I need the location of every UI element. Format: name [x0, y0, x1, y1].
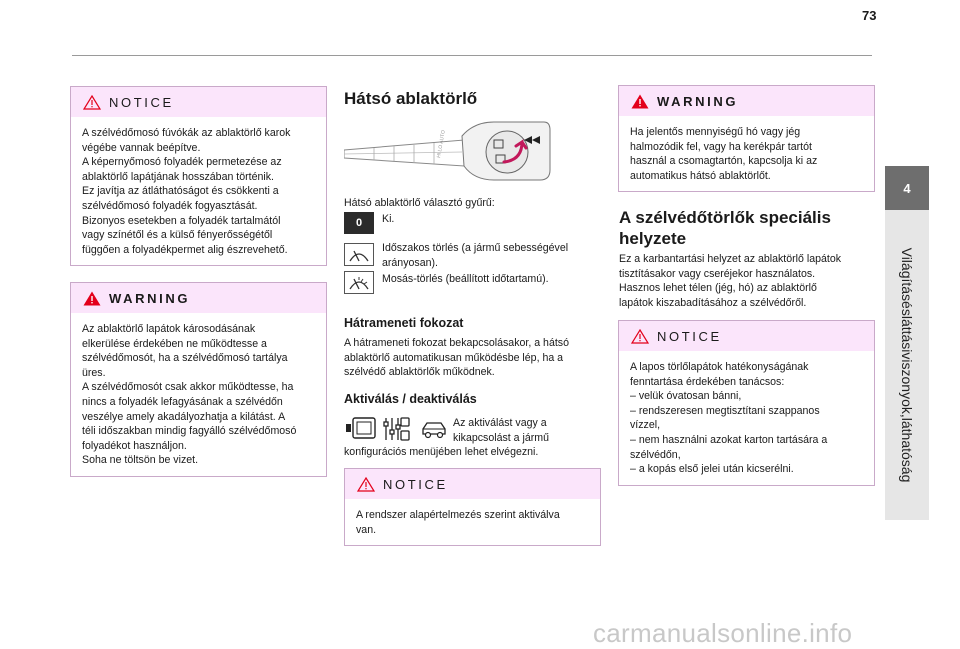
intermittent-wipe-text: Időszakos törlés (a jármű sebességével arányosan). — [382, 242, 569, 269]
warning-text: Az ablaktörlő lapátok károsodásának elkerülése érdekében ne működtesse a szélvédőmosót, ha a szélvédőmosó tartálya üres. A szélvédőmosót csak akkor működtesse, ha nincs a folyadék lefagyásának a szélvédőn veszélye amely akadályozhatja a kilátást. A téli időszakban mindig fagyálló szélvédőmosó folyadékot használjon. Soha ne töltsön be vizet. — [82, 323, 297, 467]
notice-text: A lapos törlőlapátok hatékonyságának fenntartása érdekében tanácsos: – velük óvatosan bánni, – rendszeresen megtisztítani szappanos vízzel, – nem használni azokat karton tartására a szélvédőn, – a kopás első jelei után kicserélni. — [630, 361, 828, 476]
warning-text: Ha jelentős mennyiségű hó vagy jég halmozódik fel, vagy ha kerékpár tartót használ a csomagtartón, kapcsolja ki az automatikus hátsó ablaktörlőt. — [630, 126, 818, 182]
svg-text:HI LO AUTO: HI LO AUTO — [436, 129, 447, 159]
intermittent-wipe-icon — [344, 243, 374, 266]
notice-triangle-icon — [357, 477, 375, 492]
settings-sliders-icon — [381, 416, 411, 442]
off-position-icon: 0 — [344, 212, 374, 234]
watermark: carmanualsonline.info — [593, 618, 853, 648]
warning-box-left — [70, 282, 327, 477]
warning-triangle-icon — [83, 291, 101, 306]
notice-label: NOTICE — [109, 94, 174, 110]
wash-wipe-icon — [344, 271, 374, 294]
notice-triangle-icon — [83, 95, 101, 110]
chapter-title: Világításésláttásiviszonyok,láthatóság — [899, 247, 915, 483]
warning-box-right — [618, 85, 875, 192]
notice-label: NOTICE — [383, 476, 448, 492]
page-number: 73 — [862, 8, 877, 23]
off-position-text: Ki. — [382, 213, 395, 225]
warning-triangle-icon — [631, 94, 649, 109]
notice-text: A rendszer alapértelmezés szerint aktiválva van. — [356, 509, 560, 536]
notice-triangle-icon — [631, 329, 649, 344]
rear-wiper-title: Hátsó ablaktörlő — [344, 89, 478, 108]
notice-box-left — [70, 86, 327, 266]
special-position-title: A szélvédőtörlők speciális helyzete — [619, 208, 831, 248]
chapter-tab[interactable]: 4 — [885, 166, 929, 210]
activation-text-bottom: konfigurációs menüjében lehet elvégezni. — [344, 446, 539, 458]
wash-wipe-text: Mosás-törlés (beállított időtartamú). — [382, 273, 549, 285]
special-position-intro: Ez a karbantartási helyzet az ablaktörlő lapátok tisztításakor vagy cseréjekor használatos. Hasznos lehet télen (jég, hó) az ablaktörlő lapátok kiszabadításához a szélvédőről. — [619, 253, 842, 309]
notice-box-middle — [344, 468, 601, 546]
car-icon — [420, 420, 448, 440]
warning-label: WARNING — [109, 290, 191, 306]
reverse-gear-text: A hátrameneti fokozat bekapcsolásakor, a hátsó ablaktörlő automatikusan működésbe lép, ha a szélvédő ablaktörlők működnek. — [344, 337, 569, 379]
notice-label: NOTICE — [657, 328, 722, 344]
activation-text-side: Az aktiválást vagy a kikapcsolást a jármű — [453, 417, 549, 444]
top-divider — [72, 55, 872, 56]
selector-caption: Hátsó ablaktörlő választó gyűrű: — [344, 197, 495, 209]
reverse-gear-heading: Hátrameneti fokozat — [344, 316, 464, 330]
notice-text: A szélvédőmosó fúvókák az ablaktörlő karok végébe vannak beépítve. A képernyőmosó folyadék permetezése az ablaktörlő lapátjának hosszában történik. Ez javítja az átláthatóságot és csökkenti a szélvédőmosó folyadék fogyasztását. Bizonyos esetekben a folyadék tartalmától vagy színétől és a külső fényerősségétől függően a folyadékpermet alig észrevehető. — [82, 127, 291, 256]
wiper-stalk-illustration — [344, 118, 554, 184]
warning-label: WARNING — [657, 93, 739, 109]
vehicle-menu-icon — [345, 416, 377, 440]
notice-box-right — [618, 320, 875, 486]
activation-heading: Aktiválás / deaktiválás — [344, 392, 477, 406]
